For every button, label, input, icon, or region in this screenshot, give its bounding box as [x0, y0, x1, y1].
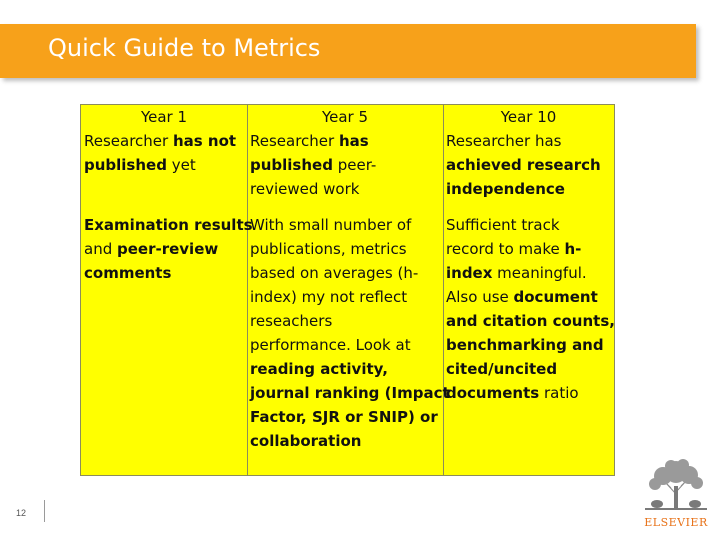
page-number: 12 [16, 508, 27, 518]
year-10-header-cell [443, 105, 614, 201]
year-1-status: Researcher has not published yet [84, 132, 237, 174]
metrics-table [80, 104, 615, 476]
year-5-header-cell [247, 105, 443, 201]
year-5-status: Researcher has published peer- reviewed work [250, 132, 377, 198]
column-year-1 [81, 105, 253, 475]
year-5-header: Year 5 [321, 108, 369, 126]
year-5-guidance: With small number of publications, metrics based on averages (h- index) my not reflect reseachers performance. Look at reading activity, journal ranking (Impact Factor, SJR or SNIP) or collaboration [250, 216, 450, 450]
column-year-10 [443, 105, 614, 475]
year-1-header-cell [81, 105, 247, 177]
elsevier-logo [638, 456, 714, 534]
year-1-header: Year 1 [140, 108, 188, 126]
year-1-guidance: Examination results and peer-review comments [84, 216, 253, 282]
column-year-5 [247, 105, 450, 475]
slide-title: Quick Guide to Metrics [48, 34, 321, 62]
tree-icon [641, 456, 711, 512]
year-10-guidance: Sufficient track record to make h- index meaningful. Also use document and citation counts, benchmarking and cited/uncited documents ratio [446, 216, 615, 402]
year-10-header: Year 10 [500, 108, 557, 126]
year-10-status: Researcher has achieved research independence [446, 132, 601, 198]
page-divider [44, 500, 45, 522]
title-bar [0, 24, 696, 78]
logo-wordmark: ELSEVIER [644, 516, 708, 529]
